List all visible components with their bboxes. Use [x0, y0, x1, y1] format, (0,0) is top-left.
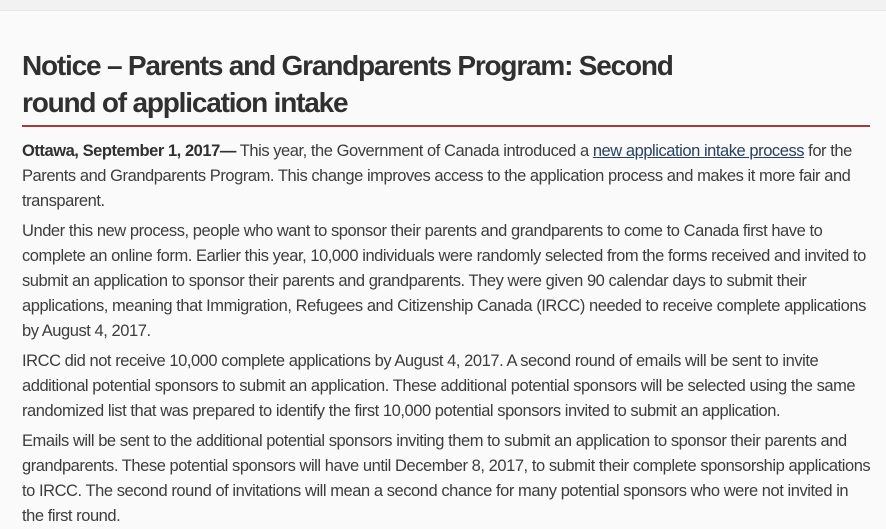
page-title: Notice – Parents and Grandparents Program: Second round of application intake — [22, 50, 673, 118]
intro-text-after-link: for the Parents and Grandparents Program. This change improves access to the application process and makes it more fair and transparent. — [22, 142, 852, 210]
heading-rule — [22, 125, 870, 127]
paragraph-second-round: IRCC did not receive 10,000 complete applications by August 4, 2017. A second round of emails will be sent to invite additional potential sponsors to submit an application. These additional potential sponsors will be selected using the same randomized list that was prepared to identify the first 10,000 potential sponsors invited to submit an application. — [22, 352, 856, 420]
dateline: Ottawa, September 1, 2017— — [22, 142, 236, 160]
new-application-intake-process-link[interactable]: new application intake process — [592, 142, 805, 160]
top-strip — [0, 0, 886, 11]
paragraph-email-deadline: Emails will be sent to the additional potential sponsors inviting them to submit an application to sponsor their parents and grandparents. These potential sponsors will have until December 8, 2017, to submit their complete sponsorship applications to IRCC. The second round of invitations will mean a second chance for many potential sponsors who were not invited in the first round. — [22, 432, 871, 525]
paragraph-process-details: Under this new process, people who want to sponsor their parents and grandparents to come to Canada first have to complete an online form. Earlier this year, 10,000 individuals were randomly selected from the forms received and invited to submit an application to sponsor their parents and grandparents. They were given 90 calendar days to submit their applications, meaning that Immigration, Refugees and Citizenship Canada (IRCC) needed to receive complete applications by August 4, 2017. — [22, 222, 866, 340]
paragraph-dateline-intro — [22, 139, 872, 214]
intro-text-before-link: This year, the Government of Canada introduced a — [235, 142, 593, 160]
notice-article — [0, 47, 886, 529]
